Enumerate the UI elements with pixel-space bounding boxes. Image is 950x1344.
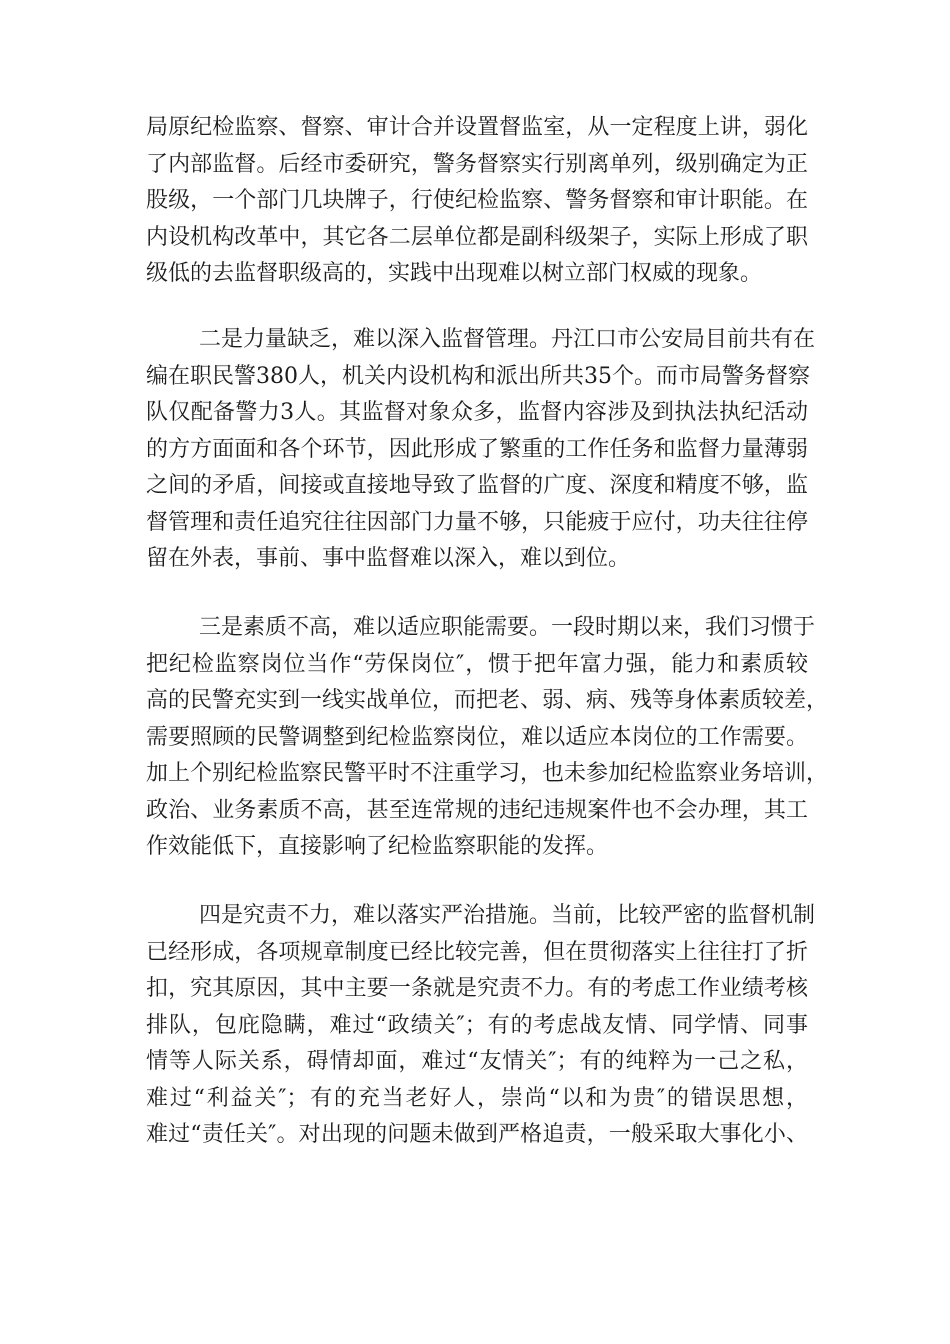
text-line: 扣，究其原因，其中主要一条就是究责不力。有的考虑工作业绩考核: [146, 976, 808, 1001]
text-line: 高的民警充实到一线实战单位，而把老、弱、病、残等身体素质较差，: [146, 688, 829, 713]
text-line: 需要照顾的民警调整到纪检监察岗位，难以适应本岗位的工作需要。: [146, 724, 808, 750]
text-line: 把纪检监察岗位当作“劳保岗位″，惯于把年富力强，能力和素质较: [146, 651, 808, 677]
text-line: 二是力量缺乏，难以深入监督管理。丹江口市公安局目前共有在: [199, 327, 816, 352]
text-line: 编在职民警380人，机关内设机构和派出所共35个。而市局警务督察: [146, 363, 810, 389]
text-line: 加上个别纪检监察民警平时不注重学习，也未参加纪检监察业务培训，: [146, 761, 829, 786]
text-line: 情等人际关系，碍情却面，难过“友情关″；有的纯粹为一己之私，: [146, 1049, 808, 1074]
text-line: 三是素质不高，难以适应职能需要。一段时期以来，我们习惯于: [199, 615, 816, 640]
text-line: 作效能低下，直接影响了纪检监察职能的发挥。: [146, 834, 609, 859]
text-line: 难过“责任关″。对出现的问题未做到严格追责，一般采取大事化小、: [146, 1122, 808, 1147]
text-line: 的方方面面和各个环节，因此形成了繁重的工作任务和监督力量薄弱: [146, 436, 808, 462]
paragraph-3: [146, 610, 829, 866]
paragraph-1: [146, 110, 808, 293]
text-line: 四是究责不力，难以落实严治措施。当前，比较严密的监督机制: [199, 903, 816, 928]
paragraph-2: [146, 322, 816, 578]
text-line: 内设机构改革中，其它各二层单位都是副科级架子，实际上形成了职: [146, 224, 808, 250]
text-line: 股级，一个部门几块牌子，行使纪检监察、警务督察和审计职能。在: [146, 188, 808, 213]
text-line: 队仅配备警力3人。其监督对象众多，监督内容涉及到执法执纪活动: [146, 400, 808, 425]
text-line: 已经形成，各项规章制度已经比较完善，但在贯彻落实上往往打了折: [146, 939, 808, 965]
text-line: 留在外表，事前、事中监督难以深入，难以到位。: [146, 546, 631, 571]
text-line: 政治、业务素质不高，甚至连常规的违纪违规案件也不会办理，其工: [146, 797, 808, 823]
text-line: 了内部监督。后经市委研究，警务督察实行别离单列，级别确定为正: [146, 151, 808, 177]
paragraph-4: [146, 898, 816, 1154]
text-line: 级低的去监督职级高的，实践中出现难以树立部门权威的现象。: [146, 261, 763, 286]
text-line: 难过“利益关″；有的充当老好人，崇尚“以和为贵″的错误思想，: [146, 1085, 808, 1111]
text-line: 之间的矛盾，间接或直接地导致了监督的广度、深度和精度不够，监: [146, 473, 808, 498]
text-line: 排队，包庇隐瞒，难过“政绩关″；有的考虑战友情、同学情、同事: [146, 1012, 808, 1038]
text-line: 局原纪检监察、督察、审计合并设置督监室，从一定程度上讲，弱化: [146, 115, 808, 140]
text-line: 督管理和责任追究往往因部门力量不够，只能疲于应付，功夫往往停: [146, 509, 808, 535]
